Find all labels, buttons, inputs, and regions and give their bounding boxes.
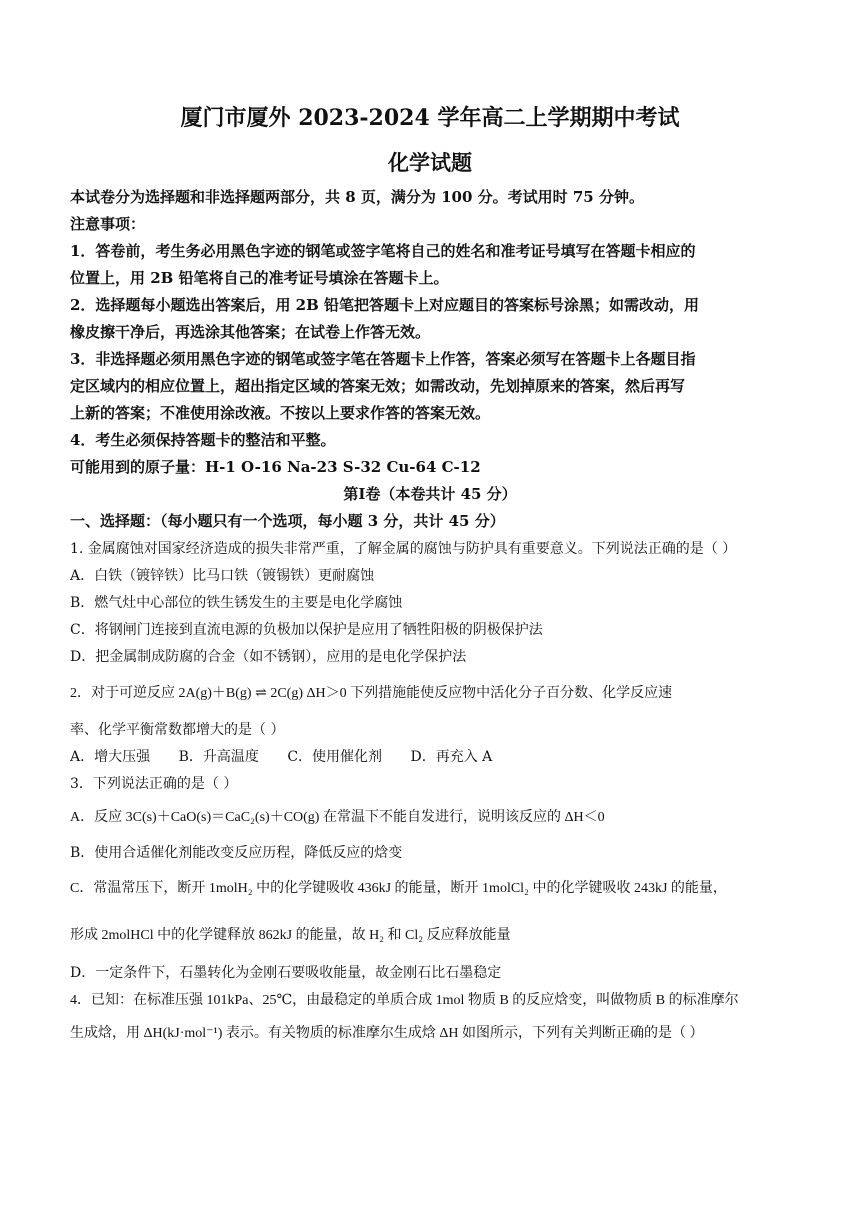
exam-subtitle: 化学试题 [388, 150, 472, 175]
notice-item: 1．答卷前，考生务必用黑色字迹的钢笔或签字笔将自己的姓名和准考证号填写在答题卡相应的 [70, 242, 696, 260]
notice-item: 2．选择题每小题选出答案后，用 2B 铅笔把答题卡上对应题目的答案标号涂黑；如需改动，用 [70, 296, 700, 314]
q3-option-a: A．反应 3C(s)＋CaO(s)＝CaC₂(s)＋CO(g) 在常温下不能自发进行，说明该反应的 ΔH＜0 [70, 810, 605, 825]
notice-item: 上新的答案；不准使用涂改液。不按以上要求作答的答案无效。 [70, 404, 491, 422]
notice-heading: 注意事项： [70, 215, 146, 233]
q1-option-c: C．将钢闸门连接到直流电源的负极加以保护是应用了牺牲阳极的阴极保护法 [70, 622, 543, 638]
q2-option-b: B．升高温度 [178, 749, 259, 765]
q2-option-c: C．使用催化剂 [287, 749, 383, 765]
q2-options [70, 746, 792, 768]
q2-option-d: D．再充入 A [410, 749, 493, 765]
q4-line1: 4．已知：在标准压强 101kPa、25℃，由最稳定的单质合成 1mol 物质 B 的反应焓变，叫做物质 B 的标准摩尔 [70, 993, 739, 1008]
q1-stem: 1. 金属腐蚀对国家经济造成的损失非常严重，了解金属的腐蚀与防护具有重要意义。下列说法正确的是（ ） [70, 541, 737, 557]
notice-item: 3．非选择题必须用黑色字迹的钢笔或签字笔在答题卡上作答，答案必须写在答题卡上各题目指 [70, 350, 696, 368]
q2-stem-line2: 率、化学平衡常数都增大的是（ ） [70, 722, 285, 738]
notice-item: 定区域内的相应位置上，超出指定区域的答案无效；如需改动，先划掉原来的答案，然后再写 [70, 377, 686, 395]
section-heading: 一、选择题：（每小题只有一个选项，每小题 3 分，共计 45 分） [70, 512, 505, 530]
exam-intro: 本试卷分为选择题和非选择题两部分，共 8 页，满分为 100 分。考试用时 75 分钟。 [70, 188, 644, 206]
q2-stem-line1: 2．对于可逆反应 2A(g)＋B(g) ⇌ 2C(g) ΔH＞0 下列措施能使反应物中活化分子百分数、化学反应速 [70, 686, 673, 701]
q1-option-b: B．燃气灶中心部位的铁生锈发生的主要是电化学腐蚀 [70, 595, 403, 611]
q3-option-c-line2: 形成 2molHCl 中的化学键释放 862kJ 的能量，故 H₂ 和 Cl₂ 反应释放能量 [70, 928, 511, 943]
q1-option-a: A．白铁（镀锌铁）比马口铁（镀锡铁）更耐腐蚀 [70, 568, 375, 584]
q3-option-c-line1: C．常温常压下，断开 1molH₂ 中的化学键吸收 436kJ 的能量，断开 1molCl₂ 中的化学键吸收 243kJ 的能量， [70, 881, 727, 896]
notice-item: 橡皮擦干净后，再选涂其他答案；在试卷上作答无效。 [70, 323, 431, 341]
q4-line2: 生成焓，用 ΔH(kJ·mol⁻¹) 表示。有关物质的标准摩尔生成焓 ΔH 如图所示，下列有关判断正确的是（ ） [70, 1026, 704, 1041]
q2-option-a: A．增大压强 [70, 749, 151, 765]
q1-option-d: D．把金属制成防腐的合金（如不锈钢），应用的是电化学保护法 [70, 649, 467, 665]
exam-title: 厦门市厦外 2023-2024 学年高二上学期期中考试 [180, 105, 680, 131]
q3-stem: 3．下列说法正确的是（ ） [70, 776, 238, 792]
part-title: 第Ⅰ卷（本卷共计 45 分） [343, 485, 517, 503]
notice-item: 4．考生必须保持答题卡的整洁和平整。 [70, 431, 336, 449]
atomic-masses: 可能用到的原子量：H-1 O-16 Na-23 S-32 Cu-64 C-12 [70, 458, 481, 476]
q3-option-b: B．使用合适催化剂能改变反应历程，降低反应的焓变 [70, 845, 403, 861]
q3-option-d: D．一定条件下，石墨转化为金刚石要吸收能量，故金刚石比石墨稳定 [70, 965, 502, 981]
notice-item: 位置上，用 2B 铅笔将自己的准考证号填涂在答题卡上。 [70, 269, 449, 287]
